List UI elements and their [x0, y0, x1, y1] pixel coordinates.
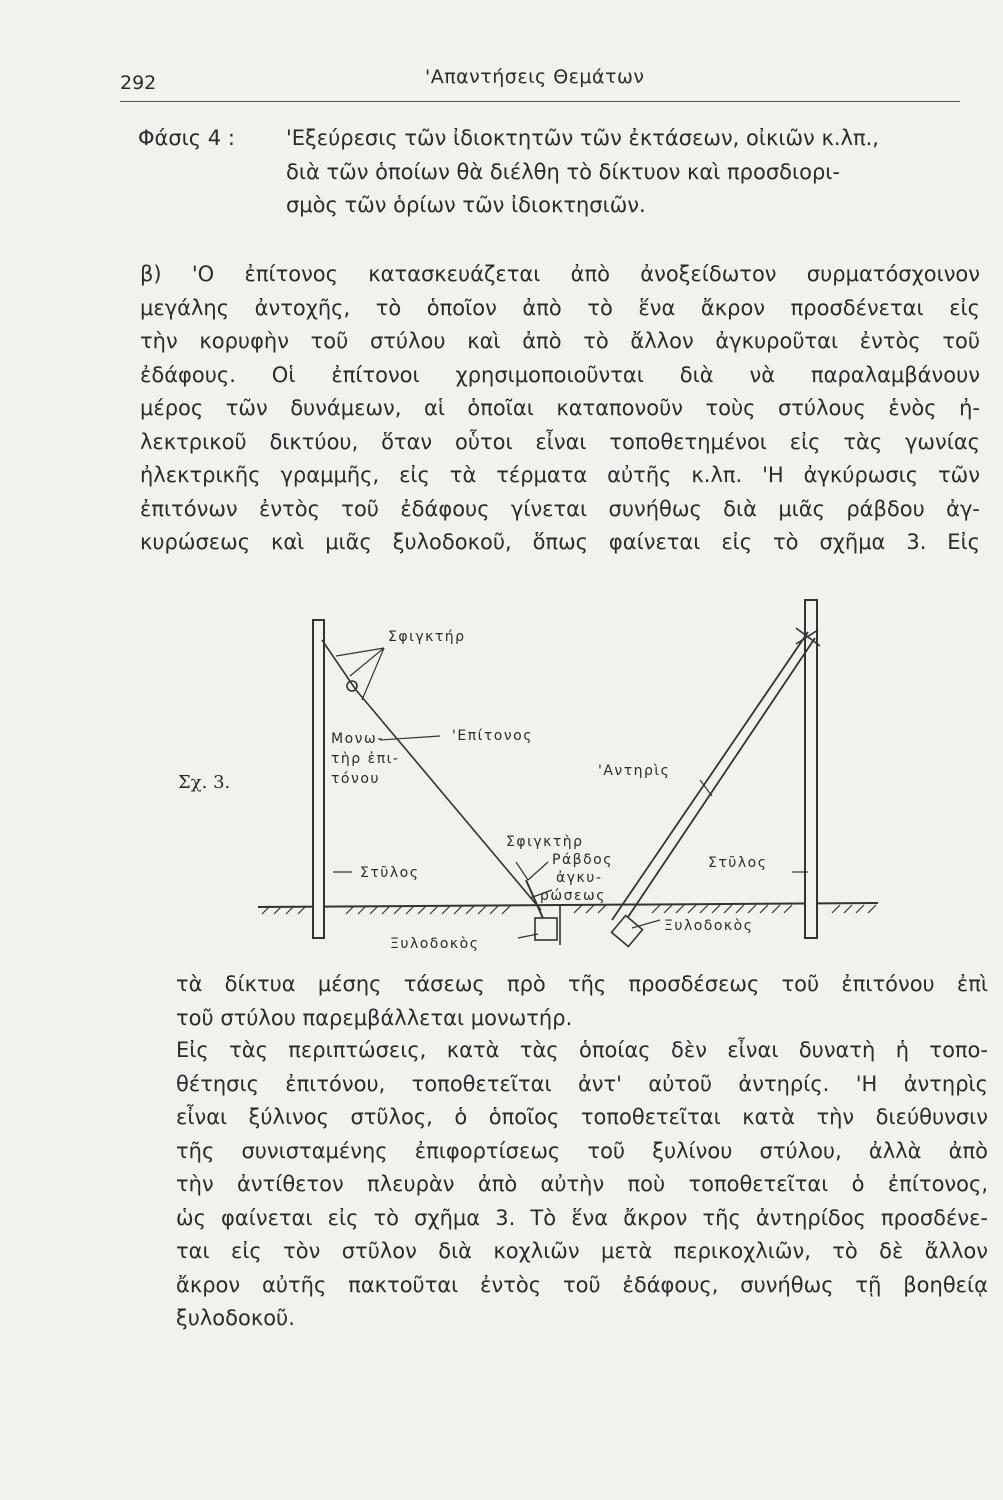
page-number: 292 — [120, 72, 157, 94]
strut-edge-2 — [622, 638, 815, 926]
label-rabdos-2: ἀγκυ- — [556, 870, 603, 886]
label-rabdos-1: Ράβδος — [552, 852, 613, 868]
left-log — [535, 918, 557, 940]
running-title: 'Απαντήσεις Θεμάτων — [425, 66, 645, 88]
guy-wire-upper — [322, 640, 356, 690]
text-line: τῆς συνισταμένης ἐπιφορτίσεως τοῦ ξυλίνου στύλου, ἀλλὰ ἀπὸ — [176, 1138, 988, 1163]
text-line: ὡς φαίνεται εἰς τὸ σχῆμα 3. Τὸ ἕνα ἄκρον τῆς ἀντηρίδος προσδένε- — [176, 1205, 988, 1230]
phase-4-line-2: διὰ τῶν ὁποίων θὰ διέλθη τὸ δίκτυον καὶ προσδιορι- — [286, 159, 840, 184]
label-antiris: 'Αντηρὶς — [598, 763, 671, 779]
text-line: β) 'Ο ἐπίτονος κατασκευάζεται ἀπὸ ἀνοξείδωτον συρματόσχοινον — [140, 262, 980, 286]
text-line: ἠλεκτρικῆς γραμμῆς, εἰς τὰ τέρματα αὐτῆς κ.λπ. 'Η ἀγκύρωσις τῶν — [140, 463, 980, 487]
text-line: ἄκρον αὐτῆς πακτοῦται ἐντὸς τοῦ ἐδάφους, συνήθως τῇ βοηθείᾳ — [176, 1272, 988, 1297]
left-pole — [313, 620, 324, 938]
text-line: τὴν κορυφὴν τοῦ στύλου καὶ ἀπὸ τὸ ἄλλον ἀγκυροῦται ἐντὸς τοῦ — [140, 329, 980, 353]
ground-hatching — [262, 905, 876, 914]
label-sfigktir-top: Σφιγκτήρ — [388, 629, 466, 645]
insulator — [347, 681, 357, 691]
text-line: τὴν ἀντίθετον πλευρὰν ἀπὸ αὐτὴν ποὺ τοποθετεῖται ὁ ἐπίτονος, — [176, 1172, 988, 1196]
figure-caption: Σχ. 3. — [178, 772, 231, 793]
text-line: κυρώσεως καὶ μιᾶς ξυλοδοκοῦ, ὅπως φαίνεται εἰς τὸ σχῆμα 3. Εἰς — [140, 530, 980, 554]
label-xylodokos-right: Ξυλοδοκὸς — [664, 918, 754, 934]
label-xylodokos-left: Ξυλοδοκὸς — [390, 936, 480, 952]
label-stylos-right: Στῦλος — [708, 855, 768, 871]
text-line: ξυλοδοκοῦ. — [176, 1306, 295, 1330]
label-monotir-2: τὴρ ἐπι- — [331, 751, 400, 767]
text-line: εἶναι ξύλινος στῦλος, ὁ ὁποῖος τοποθετεῖται κατὰ τὴν διεύθυνσιν — [176, 1105, 988, 1129]
phase-4-label: Φάσις 4 : — [138, 126, 235, 150]
text-line: τοῦ στύλου παρεμβάλλεται μονωτήρ. — [176, 1005, 573, 1030]
label-monotir-3: τόνου — [331, 771, 380, 787]
paragraph-cases — [176, 1034, 988, 1336]
text-line: ἐπιτόνων ἐντὸς τοῦ ἐδάφους γίνεται συνήθως διὰ μιᾶς ράβδου ἀγ- — [140, 496, 980, 521]
text-line: μεγάλης ἀντοχῆς, τὸ ὁποῖον ἀπὸ τὸ ἕνα ἄκρον προσδένεται εἰς — [140, 295, 980, 320]
text-line: τὰ δίκτυα μέσης τάσεως πρὸ τῆς προσδέσεως τοῦ ἐπιτόνου ἐπὶ — [176, 972, 988, 996]
text-line: λεκτρικοῦ δικτύου, ὅταν οὗτοι εἶναι τοποθετημένοι εἰς τὰς γωνίας — [140, 429, 980, 454]
text-line: ται εἰς τὸν στῦλον διὰ κοχλιῶν μετὰ περικοχλιῶν, τὸ δὲ ἄλλον — [176, 1239, 988, 1263]
phase-4-text-1: 'Εξεύρεσις τῶν ἰδιοκτητῶν τῶν ἐκτάσεων, οἰκιῶν κ.λπ., — [286, 126, 879, 150]
text-line: Εἰς τὰς περιπτώσεις, κατὰ τὰς ὁποίας δὲν εἶναι δυνατὴ ἡ τοπο- — [176, 1038, 988, 1062]
text-line: ἐδάφους. Οἱ ἐπίτονοι χρησιμοποιοῦνται διὰ νὰ παραλαμβάνουν — [140, 362, 980, 387]
label-monotir-1: Μονω- — [331, 731, 384, 747]
text-line: θέτησις ἐπιτόνου, τοποθετεῖται ἀντ' αὐτοῦ ἀντηρίς. 'Η ἀντηρὶς — [176, 1071, 988, 1096]
text-line: μέρος τῶν δυνάμεων, αἱ ὁποῖαι καταπονοῦν τοὺς στύλους ἑνὸς ἠ- — [140, 396, 980, 420]
label-stylos-left: Στῦλος — [360, 865, 420, 881]
label-sfigktir-bottom: Σφιγκτὴρ — [506, 834, 584, 850]
phase-4-line-3: σμὸς τῶν ὁρίων τῶν ἰδιοκτησιῶν. — [286, 193, 646, 217]
label-rabdos-3: ρώσεως — [540, 888, 606, 904]
paragraph-after-figure — [176, 968, 988, 1035]
label-epitonos: 'Επίτονος — [452, 728, 533, 744]
right-log — [612, 916, 643, 947]
